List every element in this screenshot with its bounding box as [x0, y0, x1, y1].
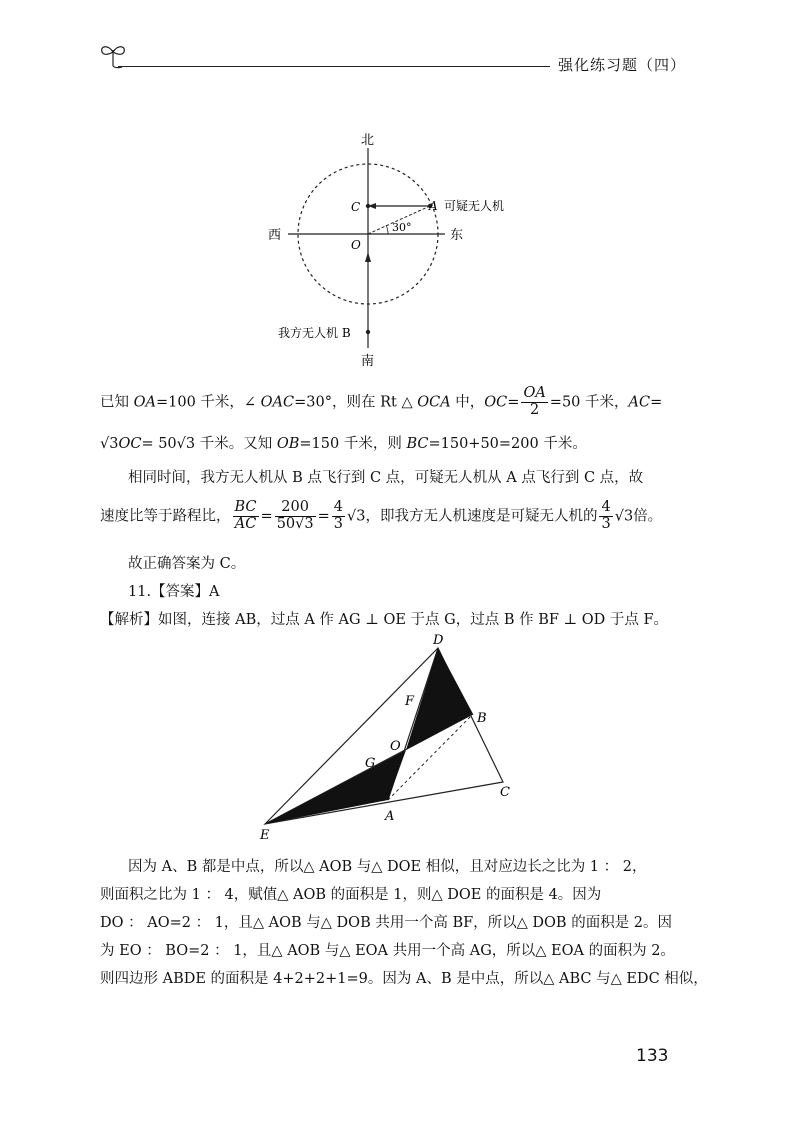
south-label: 南 — [361, 354, 375, 369]
north-label: 北 — [361, 133, 375, 148]
body-line-3: DO ： AO=2 ： 1，且△ AOB 与△ DOB 共用一个高 BF，所以△ DOB 的面积是 2。因 — [100, 915, 673, 931]
analysis-line: 【解析】如图，连接 AB，过点 A 作 AG ⊥ OE 于点 G，过点 B 作 BF ⊥ OD 于点 F。 — [100, 612, 669, 628]
point-d-label: D — [433, 633, 444, 648]
paragraph-2-cont: 速度比等于路程比， $\frac{BC}{AC}$ = $\frac{200}{50√3}$ = $\frac{4}{3}$ √3，即我方无人机速度是可疑无人机的 $\frac{4}{3}$ √3倍。 — [100, 499, 663, 532]
paragraph-1-cont: √3OC= 50√3 千米。又知 OB=150 千米，则 BC=150+50=200 千米。 — [100, 436, 587, 452]
answer-line: 11.【答案】A — [128, 584, 220, 600]
paragraph-2: 相同时间，我方无人机从 B 点飞行到 C 点，可疑无人机从 A 点飞行到 C 点，故 — [128, 470, 644, 486]
our-drone-label: 我方无人机 B — [278, 326, 351, 340]
point-o-label: O — [351, 238, 361, 252]
point-g-label: G — [365, 756, 376, 771]
page-number: 133 — [636, 1046, 669, 1066]
fraction-oa-2: $\frac{OA}{2}$ — [523, 385, 546, 418]
point-a-label: A — [385, 809, 395, 824]
point-c-label: C — [500, 785, 510, 800]
point-f-label: F — [405, 694, 415, 709]
point-e-label: E — [260, 828, 270, 843]
point-b-label: B — [477, 711, 487, 726]
header-title: 强化练习题（四） — [558, 56, 687, 74]
point-o-label: O — [390, 739, 401, 754]
compass-figure — [250, 128, 550, 373]
geometry-figure — [255, 632, 535, 847]
header-rule — [118, 66, 550, 67]
body-line-1: 因为 A、B 都是中点，所以△ AOB 与△ DOE 相似，且对应边长之比为 1 ： 2， — [128, 859, 647, 875]
paragraph-3: 故正确答案为 C。 — [128, 556, 246, 572]
paragraph-1: 已知 OA=100 千米，∠ OAC=30°，则在 Rt △ OCA 中，OC= $\frac{OA}{2}$ =50 千米，AC= — [100, 385, 663, 418]
angle-label: 30° — [392, 221, 412, 234]
suspicious-drone-label: 可疑无人机 — [444, 199, 505, 213]
east-label: 东 — [450, 228, 464, 243]
point-c-label: C — [351, 200, 361, 214]
body-line-5: 则四边形 ABDE 的面积是 4+2+2+1=9。因为 A、B 是中点，所以△ ABC 与△ EDC 相似， — [100, 971, 708, 987]
body-line-2: 则面积之比为 1 ： 4，赋值△ AOB 的面积是 1，则△ DOE 的面积是 4。因为 — [100, 887, 602, 903]
west-label: 西 — [268, 228, 282, 243]
point-a-label: A — [429, 199, 438, 213]
body-line-4: 为 EO ： BO=2 ： 1，且△ AOB 与△ EOA 共用一个高 AG，所以△ EOA 的面积为 2。 — [100, 943, 675, 959]
